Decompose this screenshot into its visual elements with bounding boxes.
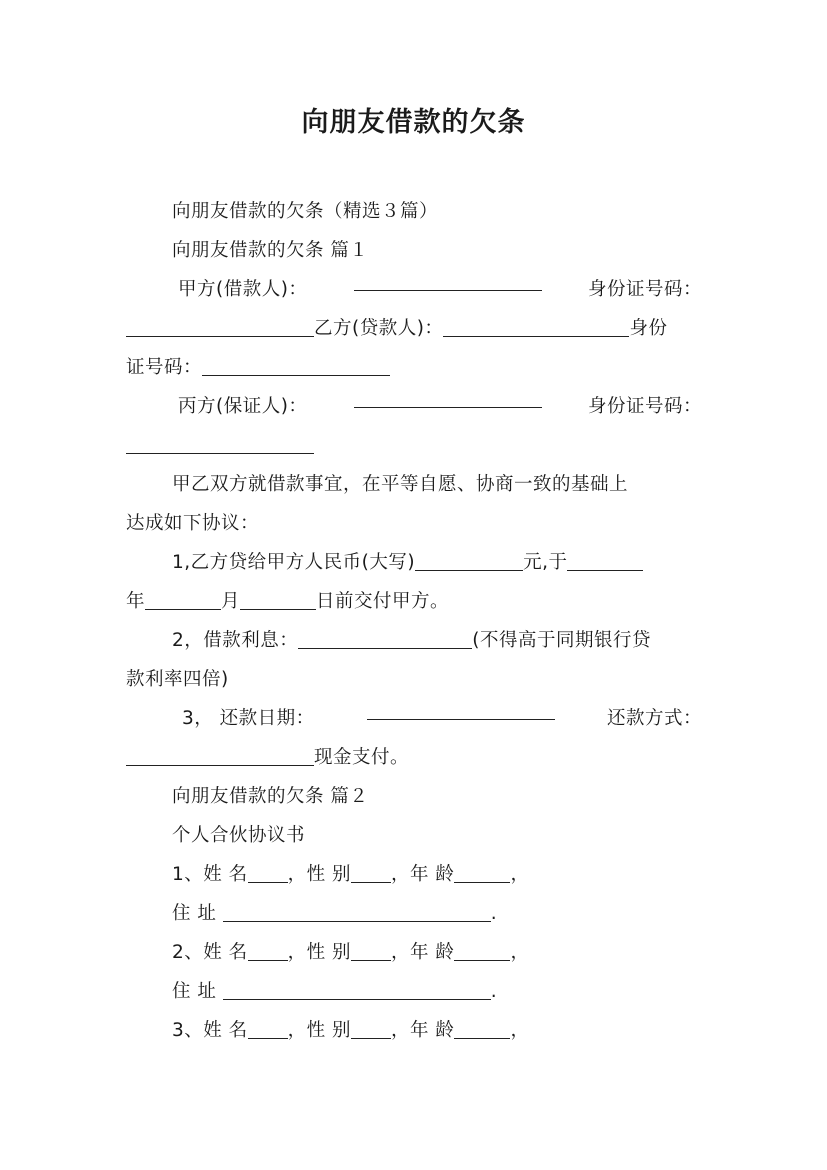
text-run: 年: [126, 591, 146, 612]
blank-underline: [240, 589, 316, 610]
paragraph-line: [126, 699, 702, 738]
form-line: [126, 933, 702, 972]
text-run: 住 址: [172, 903, 217, 924]
text-run: ，年 龄: [391, 942, 455, 963]
blank-underline: [443, 316, 629, 337]
blank-underline: [126, 433, 314, 454]
text-run: ，年 龄: [391, 1020, 455, 1041]
paragraph-line: 甲乙双方就借款事宜，在平等自愿、协商一致的基础上: [172, 474, 629, 495]
blank-underline: [351, 862, 391, 883]
form-line: [126, 855, 702, 894]
form-line: [126, 972, 702, 1011]
paragraph-line: 向朋友借款的欠条（精选３篇）: [172, 201, 439, 222]
blank-underline: [248, 940, 288, 961]
paragraph-line: [126, 309, 702, 348]
paragraph-line: [126, 582, 702, 621]
text-run: ，: [510, 864, 530, 885]
text-run: ，年 龄: [391, 864, 455, 885]
text-run: ，性 别: [287, 1020, 352, 1041]
text-run: 3、姓 名: [172, 1020, 248, 1041]
blank-underline: [351, 940, 391, 961]
blank-underline: [248, 1018, 288, 1039]
blank-underline: [145, 589, 221, 610]
blank-underline: [454, 940, 510, 961]
blank-underline: [223, 979, 491, 1000]
text-run: 现金支付。: [314, 747, 410, 768]
paragraph-line: [126, 543, 702, 582]
text-run: 身份证号码：: [587, 279, 702, 300]
text-run: 甲方(借款人)：: [178, 279, 308, 300]
blank-underline: [126, 745, 314, 766]
blank-underline: [367, 699, 555, 720]
blank-underline: [126, 316, 314, 337]
text-run: 住 址: [172, 981, 217, 1002]
text-run: .: [490, 903, 498, 924]
text-run: 日前交付甲方。: [316, 591, 450, 612]
paragraph-line: 达成如下协议：: [126, 513, 260, 534]
document-title: 向朋友借款的欠条: [301, 107, 526, 138]
text-run: ，: [510, 942, 530, 963]
text-run: 2、姓 名: [172, 942, 248, 963]
section-heading: 向朋友借款的欠条 篇１: [172, 240, 369, 261]
blank-underline: [202, 355, 390, 376]
text-run: .: [490, 981, 498, 1002]
blank-underline: [454, 862, 510, 883]
blank-underline: [223, 901, 491, 922]
text-run: 身份: [629, 318, 668, 339]
text-run: 丙方(保证人)：: [178, 396, 308, 417]
text-run: 乙方(贷款人)：: [314, 318, 444, 339]
paragraph-line: [126, 387, 702, 426]
paragraph-line: [126, 348, 702, 387]
text-run: 1、姓 名: [172, 864, 248, 885]
text-run: 证号码：: [126, 357, 203, 378]
text-run: 2，借款利息：: [172, 630, 299, 651]
form-line: [126, 1011, 702, 1050]
document-body: [126, 192, 702, 1050]
paragraph-line: 款利率四倍): [126, 669, 229, 690]
blank-underline: [567, 550, 643, 571]
text-run: 月: [221, 591, 241, 612]
text-run: 元,于: [523, 552, 568, 573]
text-run: (不得高于同期银行贷: [472, 630, 651, 651]
text-run: 3， 还款日期：: [182, 708, 315, 729]
blank-underline: [248, 862, 288, 883]
blank-underline: [298, 628, 472, 649]
text-run: ，性 别: [287, 864, 352, 885]
text-run: ，性 别: [287, 942, 352, 963]
paragraph-line: [126, 270, 702, 309]
text-run: 还款方式：: [606, 708, 702, 729]
text-run: 身份证号码：: [587, 396, 702, 417]
blank-underline: [354, 270, 542, 291]
blank-underline: [354, 387, 542, 408]
paragraph-line: [126, 738, 702, 777]
paragraph-line: [126, 621, 702, 660]
text-run: 1,乙方贷给甲方人民币(大写): [172, 552, 416, 573]
paragraph-line: [126, 426, 702, 465]
subsection-heading: 个人合伙协议书: [172, 825, 306, 846]
blank-underline: [454, 1018, 510, 1039]
blank-underline: [351, 1018, 391, 1039]
form-line: [126, 894, 702, 933]
text-run: ，: [510, 1020, 530, 1041]
section-heading: 向朋友借款的欠条 篇２: [172, 786, 369, 807]
blank-underline: [415, 550, 523, 571]
